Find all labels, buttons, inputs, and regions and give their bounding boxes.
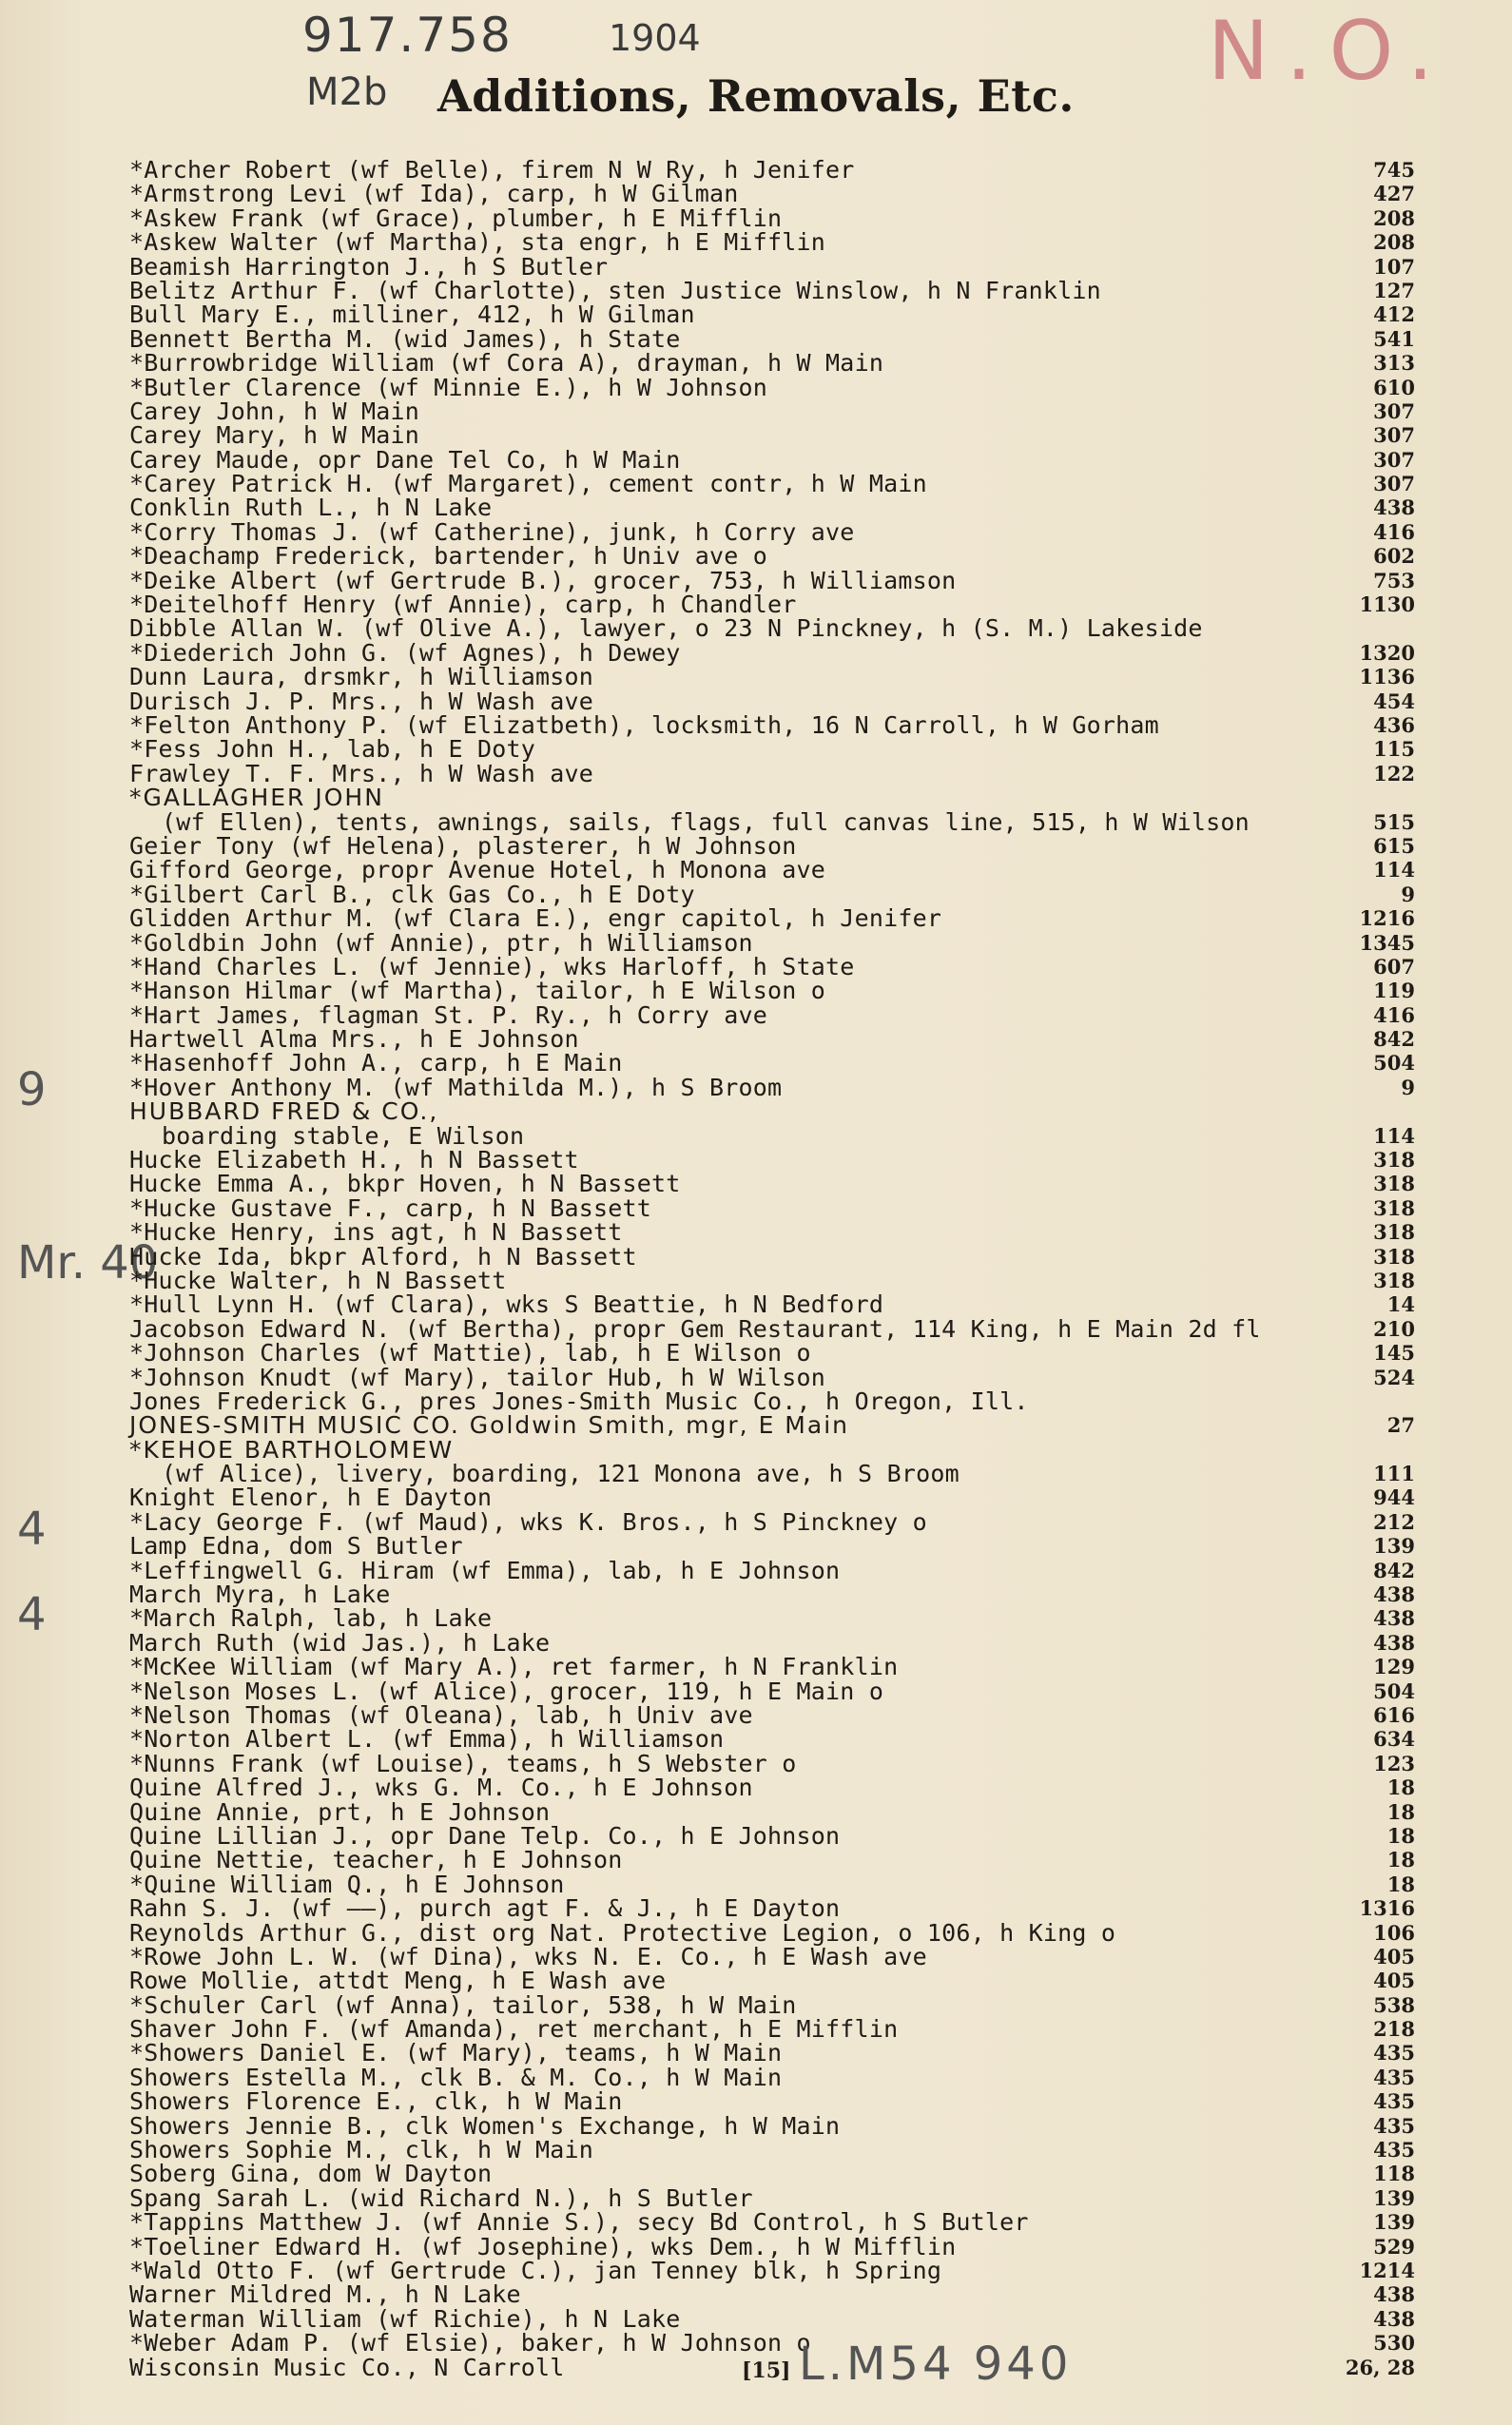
margin-annotation: 9	[17, 1063, 47, 1116]
directory-entry	[129, 566, 1415, 594]
entry-number: 1216	[1359, 906, 1415, 931]
directory-entry	[129, 2138, 1415, 2162]
entry-number: 118	[1373, 2162, 1415, 2186]
entry-number: 139	[1373, 2210, 1415, 2235]
directory-entry	[129, 252, 1415, 281]
entry-number: 1345	[1359, 930, 1415, 955]
entry-text: Showers Estella M., clk B. & M. Co., h W Main	[129, 2063, 783, 2091]
entry-text: Carey John, h W Main	[129, 397, 420, 425]
directory-entry	[129, 1821, 1415, 1850]
entry-number: 122	[1373, 761, 1415, 786]
entry-number: 307	[1373, 423, 1415, 448]
entry-text: *KEHOE BARTHOLOMEW	[129, 1435, 455, 1464]
entry-number: 313	[1373, 351, 1415, 376]
entry-text: Bennett Bertha M. (wid James), h State	[129, 324, 681, 353]
entry-text: *Hand Charles L. (wf Jennie), wks Harloff, h State	[129, 952, 855, 980]
entry-number: 435	[1373, 2113, 1415, 2138]
directory-entry	[129, 1749, 1415, 1777]
directory-entry	[129, 1507, 1415, 1536]
entry-text: *Toeliner Edward H. (wf Josephine), wks Dem., h W Mifflin	[129, 2232, 957, 2260]
directory-entry	[129, 1025, 1415, 1054]
entry-number: 454	[1373, 689, 1415, 713]
entry-text: Spang Sarah L. (wid Richard N.), h S Butler	[129, 2183, 753, 2212]
entry-text: Conklin Ruth L., h N Lake	[129, 494, 493, 522]
handwritten-footer-note: L.M54 940	[799, 2338, 1073, 2391]
directory-entry	[129, 1314, 1415, 1343]
directory-entry	[129, 399, 1415, 423]
directory-entry	[129, 470, 1415, 498]
entry-text: *Gilbert Carl B., clk Gas Co., h E Doty	[129, 880, 695, 908]
entry-text: *Hucke Walter, h N Bassett	[129, 1266, 507, 1294]
directory-entry	[129, 1218, 1415, 1247]
entry-number: 405	[1373, 1969, 1415, 1993]
directory-entry	[129, 1000, 1415, 1029]
entry-text: *Diederich John G. (wf Agnes), h Dewey	[129, 638, 681, 667]
directory-entry	[129, 349, 1415, 378]
entry-number: 438	[1373, 1630, 1415, 1655]
entry-text: *Carey Patrick H. (wf Margaret), cement contr, h W Main	[129, 470, 927, 498]
entry-text: *Hover Anthony M. (wf Mathilda M.), h S Broom	[129, 1073, 783, 1101]
entry-text: Showers Florence E., clk, h W Main	[129, 2087, 623, 2116]
directory-entry	[129, 2183, 1415, 2212]
directory-entry	[129, 952, 1415, 980]
entry-text: Quine Alfred J., wks G. M. Co., h E Johnson	[129, 1774, 753, 1802]
entry-text: Bull Mary E., milliner, 412, h W Gilman	[129, 301, 695, 329]
entry-number: 438	[1373, 495, 1415, 520]
directory-entry	[129, 2160, 1415, 2188]
directory-heading-entry	[129, 784, 1415, 812]
entry-text: *Nelson Thomas (wf Oleana), lab, h Univ ave	[129, 1701, 753, 1729]
entry-text: Rowe Mollie, attdt Meng, h E Wash ave	[129, 1967, 667, 1995]
entry-text: *Deitelhoff Henry (wf Annie), carp, h Chandler	[129, 591, 797, 619]
entry-number: 114	[1373, 858, 1415, 883]
entry-number: 307	[1373, 447, 1415, 472]
directory-entry	[129, 831, 1415, 860]
entry-text: *Tappins Matthew J. (wf Annie S.), secy Bd Control, h S Butler	[129, 2208, 1029, 2237]
directory-entry	[129, 2331, 1415, 2355]
entry-number: 616	[1373, 1703, 1415, 1727]
entry-text: *Hart James, flagman St. P. Ry., h Corry ave	[129, 1000, 768, 1029]
entry-text: Frawley T. F. Mrs., h W Wash ave	[129, 759, 594, 787]
entry-number: 212	[1373, 1509, 1415, 1534]
entry-number: 27	[1386, 1413, 1415, 1438]
entry-number: 842	[1373, 1558, 1415, 1582]
entry-number: 218	[1373, 2017, 1415, 2042]
entry-number: 944	[1373, 1485, 1415, 1510]
directory-entry	[129, 2232, 1415, 2260]
directory-entry	[129, 517, 1415, 546]
entry-number: 318	[1373, 1195, 1415, 1220]
entry-text: *Archer Robert (wf Belle), firem N W Ry, h Jenifer	[129, 156, 855, 184]
directory-entry	[129, 2280, 1415, 2309]
handwritten-note: M2b	[306, 70, 388, 114]
directory-entry	[129, 276, 1415, 304]
directory-entry	[129, 977, 1415, 1005]
entry-text: Quine Nettie, teacher, h E Johnson	[129, 1846, 623, 1874]
directory-entry	[129, 494, 1415, 522]
entry-number: 318	[1373, 1268, 1415, 1292]
directory-entry	[129, 689, 1415, 713]
handwritten-red-mark: N.O.	[1208, 4, 1451, 99]
directory-entry	[129, 1193, 1415, 1222]
entry-text: *Felton Anthony P. (wf Elizatbeth), locksmith, 16 N Carroll, h W Gorham	[129, 710, 1159, 739]
directory-entry	[129, 1653, 1415, 1681]
entry-number: 610	[1373, 375, 1415, 399]
entry-text: *Johnson Knudt (wf Mary), tailor Hub, h W Wilson	[129, 1363, 826, 1391]
entry-text: Wisconsin Music Co., N Carroll	[129, 2353, 565, 2381]
entry-text: HUBBARD FRED & CO.,	[129, 1097, 439, 1126]
entry-text: Shaver John F. (wf Amanda), ret merchant, h E Mifflin	[129, 2015, 899, 2044]
entry-number: 127	[1373, 278, 1415, 302]
entry-number: 318	[1373, 1244, 1415, 1269]
entry-text: Knight Elenor, h E Dayton	[129, 1484, 493, 1512]
entry-text: Soberg Gina, dom W Dayton	[129, 2160, 493, 2188]
directory-entry	[129, 591, 1415, 619]
entry-number: 504	[1373, 1051, 1415, 1076]
directory-entry	[129, 1703, 1415, 1727]
directory-entry	[129, 228, 1415, 257]
entry-text: Jacobson Edward N. (wf Bertha), propr Gem Restaurant, 114 King, h E Main 2d fl	[129, 1314, 1261, 1343]
entry-text: boarding stable, E Wilson	[162, 1121, 525, 1150]
entry-number: 1130	[1359, 592, 1415, 617]
directory-entry	[129, 1051, 1415, 1075]
directory-entry	[129, 1990, 1415, 2019]
directory-entry	[129, 638, 1415, 667]
directory-entry	[129, 665, 1415, 689]
entry-text: Reynolds Arthur G., dist org Nat. Protective Legion, o 106, h King o	[129, 1918, 1116, 1947]
directory-entry	[129, 928, 1415, 957]
handwritten-year: 1904	[609, 17, 701, 59]
directory-entry	[129, 1556, 1415, 1584]
directory-entry	[129, 1532, 1415, 1561]
directory-entry	[129, 1604, 1415, 1633]
directory-entry	[129, 1363, 1415, 1391]
directory-entry	[129, 445, 1415, 474]
directory-entry	[129, 1942, 1415, 1970]
directory-entry	[129, 858, 1415, 882]
directory-entry	[129, 807, 1415, 836]
directory-entry	[129, 301, 1415, 329]
entry-text: Quine Lillian J., opr Dane Telp. Co., h E Johnson	[129, 1821, 841, 1850]
handwritten-call-number: 917.758	[302, 8, 513, 63]
entry-text: Hucke Emma A., bkpr Hoven, h N Bassett	[129, 1170, 681, 1198]
directory-entry	[129, 1242, 1415, 1271]
entry-number: 435	[1373, 2138, 1415, 2163]
directory-entry	[129, 1628, 1415, 1657]
entry-number: 541	[1373, 326, 1415, 351]
directory-entry	[129, 2063, 1415, 2091]
directory-entry	[129, 1266, 1415, 1294]
entry-number: 18	[1386, 1775, 1415, 1800]
directory-heading-entry	[129, 1097, 1415, 1126]
entry-text: March Myra, h Lake	[129, 1581, 391, 1609]
page-title: Additions, Removals, Etc.	[437, 70, 1075, 122]
entry-number: 129	[1373, 1655, 1415, 1679]
entry-text: Beamish Harrington J., h S Butler	[129, 252, 609, 281]
entry-text: Carey Maude, opr Dane Tel Co, h W Main	[129, 445, 681, 474]
entry-text: *Hucke Henry, ins agt, h N Bassett	[129, 1218, 623, 1247]
entry-text: (wf Alice), livery, boarding, 121 Monona ave, h S Broom	[162, 1460, 960, 1488]
directory-entry	[129, 1894, 1415, 1923]
entry-text: JONES-SMITH MUSIC CO. Goldwin Smith, mgr, E Main	[129, 1411, 849, 1440]
entry-number: 145	[1373, 1341, 1415, 1366]
entry-text: Showers Sophie M., clk, h W Main	[129, 2136, 594, 2164]
entry-text: *Hull Lynn H. (wf Clara), wks S Beattie, h N Bedford	[129, 1290, 884, 1319]
entry-number: 307	[1373, 398, 1415, 423]
directory-entry	[129, 1918, 1415, 1947]
directory-heading-entry	[129, 1435, 1415, 1464]
entry-text: Hartwell Alma Mrs., h E Johnson	[129, 1025, 579, 1054]
directory-entry	[129, 1967, 1415, 1995]
entry-number: 210	[1373, 1316, 1415, 1341]
entry-number: 106	[1373, 1920, 1415, 1945]
entry-number: 9	[1401, 1075, 1415, 1099]
entry-text: Lamp Edna, dom S Butler	[129, 1532, 463, 1561]
entry-text: *Schuler Carl (wf Anna), tailor, 538, h W Main	[129, 1990, 797, 2019]
entry-text: *Hanson Hilmar (wf Martha), tailor, h E Wilson o	[129, 977, 826, 1005]
margin-annotation: 4	[17, 1588, 47, 1641]
entry-number: 318	[1373, 1148, 1415, 1173]
directory-entry	[129, 421, 1415, 450]
directory-entry	[129, 2087, 1415, 2116]
entry-text: *Lacy George F. (wf Maud), wks K. Bros., h S Pinckney o	[129, 1507, 927, 1536]
entry-text: *Norton Albert L. (wf Emma), h Williamson	[129, 1725, 725, 1754]
entry-text: Geier Tony (wf Helena), plasterer, h W Johnson	[129, 831, 797, 860]
directory-entry	[129, 180, 1415, 208]
entry-number: 416	[1373, 519, 1415, 544]
entry-text: *Armstrong Levi (wf Ida), carp, h W Gilman	[129, 180, 739, 208]
page-number: [15]	[742, 2358, 791, 2383]
entry-text: *Leffingwell G. Hiram (wf Emma), lab, h E Johnson	[129, 1556, 841, 1584]
entry-text: *Butler Clarence (wf Minnie E.), h W Johnson	[129, 373, 768, 401]
directory-entry	[129, 158, 1415, 182]
directory-entry	[129, 904, 1415, 933]
entry-number: 111	[1373, 1462, 1415, 1486]
entry-number: 529	[1373, 2234, 1415, 2259]
directory-entry	[129, 373, 1415, 401]
directory-entry	[129, 542, 1415, 571]
directory-entry	[129, 1679, 1415, 1703]
entry-text: *Goldbin John (wf Annie), ptr, h Williamson	[129, 928, 753, 957]
directory-entry	[129, 1484, 1415, 1512]
entry-number: 438	[1373, 1606, 1415, 1631]
directory-entry	[129, 759, 1415, 787]
entry-text: *Nelson Moses L. (wf Alice), grocer, 119, h E Main o	[129, 1677, 884, 1705]
directory-entry	[129, 2111, 1415, 2140]
entry-number: 208	[1373, 230, 1415, 255]
directory-entry	[129, 1797, 1415, 1826]
entry-number: 530	[1373, 2331, 1415, 2356]
entry-number: 123	[1373, 1751, 1415, 1775]
entry-number: 504	[1373, 1678, 1415, 1703]
entry-number: 436	[1373, 712, 1415, 737]
entry-number: 416	[1373, 1002, 1415, 1027]
directory-entry	[129, 1339, 1415, 1368]
entry-number: 1316	[1359, 1896, 1415, 1921]
directory-entry	[129, 1389, 1415, 1413]
entry-number: 9	[1401, 882, 1415, 906]
entry-number: 1320	[1359, 640, 1415, 665]
entry-number: 115	[1373, 737, 1415, 762]
entry-text: Hucke Elizabeth H., h N Bassett	[129, 1146, 579, 1174]
directory-entry	[129, 614, 1415, 643]
entry-text: *March Ralph, lab, h Lake	[129, 1604, 493, 1633]
directory-entry	[129, 1460, 1415, 1488]
directory-entry	[129, 735, 1415, 764]
entry-number: 515	[1373, 809, 1415, 834]
entry-number: 208	[1373, 205, 1415, 230]
entry-number: 139	[1373, 1534, 1415, 1559]
entry-number: 538	[1373, 1992, 1415, 2017]
entry-text: Rahn S. J. (wf ——), purch agt F. & J., h E Dayton	[129, 1894, 841, 1923]
entry-number: 107	[1373, 254, 1415, 279]
entry-text: Quine Annie, prt, h E Johnson	[129, 1797, 551, 1826]
entry-number: 26, 28	[1345, 2355, 1415, 2379]
entry-number: 615	[1373, 833, 1415, 858]
entry-text: *Johnson Charles (wf Mattie), lab, h E Wilson o	[129, 1339, 811, 1368]
directory-entry	[129, 206, 1415, 230]
entry-number: 412	[1373, 302, 1415, 327]
entry-number: 405	[1373, 1944, 1415, 1969]
directory-entry	[129, 1848, 1415, 1872]
entry-number: 318	[1373, 1220, 1415, 1245]
directory-entry	[129, 2015, 1415, 2044]
entry-number: 634	[1373, 1727, 1415, 1752]
entry-number: 745	[1373, 158, 1415, 182]
directory-entry	[129, 1290, 1415, 1319]
entry-number: 1214	[1359, 2258, 1415, 2282]
directory-entry	[129, 2208, 1415, 2237]
entry-number: 18	[1386, 1799, 1415, 1824]
entry-text: *GALLAGHER JOHN	[129, 784, 384, 812]
entry-number: 524	[1373, 1365, 1415, 1389]
entry-text: *Fess John H., lab, h E Doty	[129, 735, 536, 764]
directory-entries	[129, 158, 1415, 2379]
entry-number: 14	[1386, 1292, 1415, 1317]
entry-text: *Hasenhoff John A., carp, h E Main	[129, 1049, 623, 1077]
entry-number: 435	[1373, 2089, 1415, 2114]
entry-number: 307	[1373, 472, 1415, 496]
directory-entry	[129, 710, 1415, 739]
directory-entry	[129, 880, 1415, 908]
entry-text: Dibble Allan W. (wf Olive A.), lawyer, o 23 N Pinckney, h (S. M.) Lakeside	[129, 614, 1203, 643]
entry-text: *Askew Frank (wf Grace), plumber, h E Mifflin	[129, 204, 783, 232]
directory-entry	[129, 1774, 1415, 1802]
entry-number: 114	[1373, 1123, 1415, 1148]
entry-text: *Corry Thomas J. (wf Catherine), junk, h Corry ave	[129, 517, 855, 546]
directory-heading-entry	[129, 1411, 1415, 1440]
entry-text: *Nunns Frank (wf Louise), teams, h S Webster o	[129, 1749, 797, 1777]
entry-number: 438	[1373, 2282, 1415, 2307]
entry-text: *Hucke Gustave F., carp, h N Bassett	[129, 1193, 652, 1222]
entry-number: 1136	[1359, 665, 1415, 689]
entry-number: 435	[1373, 2041, 1415, 2066]
margin-annotation: Mr. 40	[17, 1236, 159, 1290]
directory-entry	[129, 2041, 1415, 2065]
entry-number: 318	[1373, 1172, 1415, 1196]
entry-number: 607	[1373, 954, 1415, 979]
entry-number: 119	[1373, 979, 1415, 1003]
entry-number: 18	[1386, 1823, 1415, 1848]
entry-number: 427	[1373, 182, 1415, 206]
entry-text: *Deike Albert (wf Gertrude B.), grocer, 753, h Williamson	[129, 566, 957, 594]
entry-text: Jones Frederick G., pres Jones-Smith Music Co., h Oregon, Ill.	[129, 1387, 1029, 1415]
entry-text: March Ruth (wid Jas.), h Lake	[129, 1628, 551, 1657]
directory-entry	[129, 1872, 1415, 1896]
directory-entry	[129, 1581, 1415, 1609]
entry-number: 435	[1373, 2065, 1415, 2089]
entry-number: 18	[1386, 1872, 1415, 1896]
entry-number: 842	[1373, 1027, 1415, 1052]
entry-text: *Deachamp Frederick, bartender, h Univ ave o	[129, 542, 768, 571]
entry-text: Dunn Laura, drsmkr, h Williamson	[129, 663, 594, 691]
entry-text: *Wald Otto F. (wf Gertrude C.), jan Tenney blk, h Spring	[129, 2256, 942, 2284]
directory-entry	[129, 2304, 1415, 2333]
entry-number: 438	[1373, 2306, 1415, 2331]
directory-entry	[129, 1725, 1415, 1754]
directory-entry	[129, 1170, 1415, 1198]
entry-text: *Quine William Q., h E Johnson	[129, 1870, 565, 1898]
entry-text: Waterman William (wf Richie), h N Lake	[129, 2304, 681, 2333]
entry-number: 438	[1373, 1582, 1415, 1607]
entry-text: Warner Mildred M., h N Lake	[129, 2280, 521, 2309]
directory-entry	[129, 2256, 1415, 2284]
entry-text: Gifford George, propr Avenue Hotel, h Monona ave	[129, 856, 826, 884]
entry-text: (wf Ellen), tents, awnings, sails, flags, full canvas line, 515, h W Wilson	[162, 807, 1250, 836]
entry-text: Durisch J. P. Mrs., h W Wash ave	[129, 687, 594, 715]
entry-text: *Burrowbridge William (wf Cora A), drayman, h W Main	[129, 349, 884, 378]
entry-text: Hucke Ida, bkpr Alford, h N Bassett	[129, 1242, 637, 1271]
directory-entry	[129, 324, 1415, 353]
entry-text: *McKee William (wf Mary A.), ret farmer, h N Franklin	[129, 1653, 899, 1681]
entry-text: *Askew Walter (wf Martha), sta engr, h E Mifflin	[129, 228, 826, 257]
directory-entry	[129, 1121, 1415, 1150]
directory-entry	[129, 1148, 1415, 1172]
entry-text: Showers Jennie B., clk Women's Exchange, h W Main	[129, 2111, 841, 2140]
entry-number: 18	[1386, 1848, 1415, 1872]
entry-text: Carey Mary, h W Main	[129, 421, 420, 450]
entry-text: *Rowe John L. W. (wf Dina), wks N. E. Co., h E Wash ave	[129, 1942, 927, 1970]
entry-text: Glidden Arthur M. (wf Clara E.), engr capitol, h Jenifer	[129, 904, 942, 933]
directory-entry	[129, 1073, 1415, 1101]
margin-annotation: 4	[17, 1503, 47, 1556]
entry-number: 602	[1373, 544, 1415, 569]
entry-number: 139	[1373, 2185, 1415, 2210]
entry-text: *Weber Adam P. (wf Elsie), baker, h W Johnson o	[129, 2329, 811, 2357]
entry-number: 753	[1373, 568, 1415, 592]
entry-text: Belitz Arthur F. (wf Charlotte), sten Justice Winslow, h N Franklin	[129, 276, 1101, 304]
entry-text: *Showers Daniel E. (wf Mary), teams, h W Main	[129, 2039, 783, 2067]
